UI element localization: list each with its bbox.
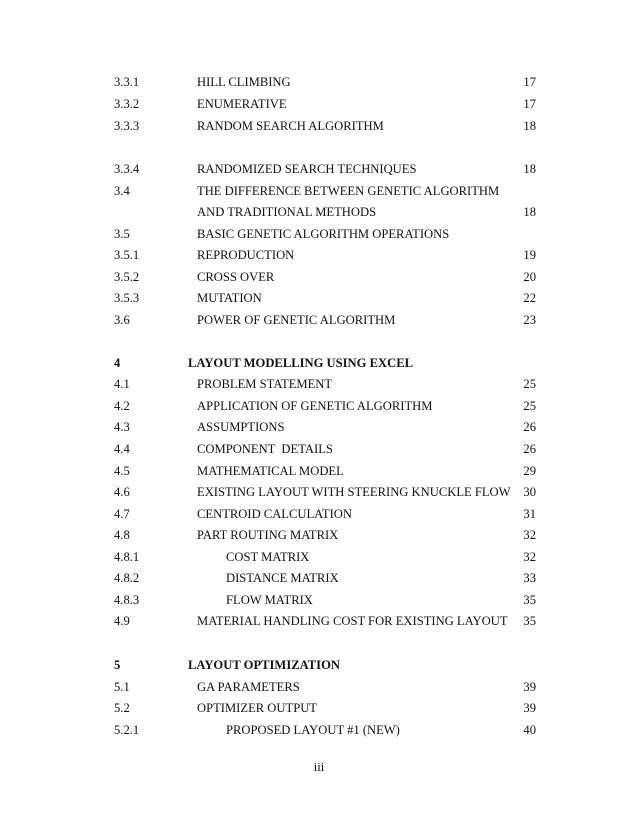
toc-row-5-2-1 xyxy=(0,723,638,741)
toc-row-4-9 xyxy=(0,614,638,632)
page-ref: 25 xyxy=(523,377,536,391)
section-title: MATERIAL HANDLING COST FOR EXISTING LAYOUT xyxy=(197,614,508,628)
page-ref: 25 xyxy=(523,399,536,413)
section-number: 3.3.1 xyxy=(114,75,140,89)
page-ref: 19 xyxy=(523,248,536,262)
section-title: GA PARAMETERS xyxy=(197,680,300,694)
page-ref: 33 xyxy=(523,571,536,585)
page-ref: 22 xyxy=(523,291,536,305)
section-title: COMPONENT DETAILS xyxy=(197,442,333,456)
section-title: RANDOM SEARCH ALGORITHM xyxy=(197,119,384,133)
toc-row-4-5 xyxy=(0,464,638,482)
section-title: AND TRADITIONAL METHODS xyxy=(197,205,377,219)
section-number: 5.2.1 xyxy=(114,723,140,737)
section-number: 5.2 xyxy=(114,701,130,715)
toc-row-4-3 xyxy=(0,420,638,438)
page-ref: 30 xyxy=(523,485,536,499)
section-number: 3.5.3 xyxy=(114,291,140,305)
toc-row-4-4 xyxy=(0,442,638,460)
toc-row-4-6 xyxy=(0,485,638,503)
page-ref: 32 xyxy=(523,528,536,542)
section-title: PART ROUTING MATRIX xyxy=(197,528,339,542)
section-title: REPRODUCTION xyxy=(197,248,295,262)
toc-row-chapter-4 xyxy=(0,356,638,374)
page-number: iii xyxy=(313,760,325,774)
section-title: CROSS OVER xyxy=(197,270,275,284)
section-title: CENTROID CALCULATION xyxy=(197,507,352,521)
page-ref: 32 xyxy=(523,550,536,564)
section-number: 3.3.2 xyxy=(114,97,140,111)
toc-row-4-8-2 xyxy=(0,571,638,589)
section-number: 4.8 xyxy=(114,528,130,542)
toc-row-3-5-2 xyxy=(0,270,638,288)
section-number: 3.3.4 xyxy=(114,162,140,176)
section-number: 4.5 xyxy=(114,464,130,478)
section-title: HILL CLIMBING xyxy=(197,75,291,89)
page-ref: 35 xyxy=(523,593,536,607)
section-number: 3.5 xyxy=(114,227,130,241)
section-number: 5.1 xyxy=(114,680,130,694)
section-title: ENUMERATIVE xyxy=(197,97,287,111)
section-number: 3.5.2 xyxy=(114,270,140,284)
section-number: 4.7 xyxy=(114,507,130,521)
page-ref: 40 xyxy=(523,723,536,737)
page-ref: 20 xyxy=(523,270,536,284)
toc-row-4-1 xyxy=(0,377,638,395)
page-ref: 18 xyxy=(523,119,536,133)
section-number: 4.6 xyxy=(114,485,130,499)
section-number: 4.9 xyxy=(114,614,130,628)
toc-row-3-6 xyxy=(0,313,638,331)
section-number: 3.4 xyxy=(114,184,130,198)
chapter-title: LAYOUT MODELLING USING EXCEL xyxy=(188,356,413,370)
toc-row-3-3-3 xyxy=(0,119,638,137)
section-title: FLOW MATRIX xyxy=(226,593,313,607)
toc-row-3-4-cont xyxy=(0,205,638,223)
section-number: 4.8.3 xyxy=(114,593,140,607)
section-number: 4.2 xyxy=(114,399,130,413)
page-ref: 39 xyxy=(523,701,536,715)
chapter-title: LAYOUT OPTIMIZATION xyxy=(188,658,340,672)
page-ref: 31 xyxy=(523,507,536,521)
chapter-number: 4 xyxy=(114,356,121,370)
page-ref: 26 xyxy=(523,420,536,434)
section-title: COST MATRIX xyxy=(226,550,310,564)
page-ref: 23 xyxy=(523,313,536,327)
toc-row-3-5-3 xyxy=(0,291,638,309)
section-number: 3.6 xyxy=(114,313,130,327)
toc-row-4-7 xyxy=(0,507,638,525)
toc-row-5-2 xyxy=(0,701,638,719)
section-number: 3.3.3 xyxy=(114,119,140,133)
section-title: APPLICATION OF GENETIC ALGORITHM xyxy=(197,399,433,413)
section-number: 4.8.2 xyxy=(114,571,140,585)
toc-row-4-8-1 xyxy=(0,550,638,568)
toc-row-chapter-5 xyxy=(0,658,638,676)
section-title: THE DIFFERENCE BETWEEN GENETIC ALGORITHM xyxy=(197,184,500,198)
page-ref: 18 xyxy=(523,205,536,219)
section-number: 4.4 xyxy=(114,442,130,456)
toc-row-3-4 xyxy=(0,184,638,202)
toc-row-5-1 xyxy=(0,680,638,698)
page-ref: 18 xyxy=(523,162,536,176)
section-title: EXISTING LAYOUT WITH STEERING KNUCKLE FLOW xyxy=(197,485,511,499)
section-title: ASSUMPTIONS xyxy=(197,420,285,434)
page-ref: 35 xyxy=(523,614,536,628)
toc-row-4-8-3 xyxy=(0,593,638,611)
section-title: MATHEMATICAL MODEL xyxy=(197,464,344,478)
page-ref: 17 xyxy=(523,75,536,89)
section-number: 4.8.1 xyxy=(114,550,140,564)
chapter-number: 5 xyxy=(114,658,121,672)
toc-row-4-2 xyxy=(0,399,638,417)
toc-row-3-5 xyxy=(0,227,638,245)
section-number: 4.3 xyxy=(114,420,130,434)
page-ref: 29 xyxy=(523,464,536,478)
section-number: 4.1 xyxy=(114,377,130,391)
toc-row-3-3-2 xyxy=(0,97,638,115)
page-ref: 26 xyxy=(523,442,536,456)
section-title: OPTIMIZER OUTPUT xyxy=(197,701,317,715)
section-title: PROBLEM STATEMENT xyxy=(197,377,333,391)
section-title: PROPOSED LAYOUT #1 (NEW) xyxy=(226,723,400,737)
toc-row-3-3-1 xyxy=(0,75,638,93)
section-title: DISTANCE MATRIX xyxy=(226,571,339,585)
toc-row-4-8 xyxy=(0,528,638,546)
page-ref: 17 xyxy=(523,97,536,111)
page-ref: 39 xyxy=(523,680,536,694)
toc-row-3-5-1 xyxy=(0,248,638,266)
section-title: BASIC GENETIC ALGORITHM OPERATIONS xyxy=(197,227,450,241)
section-number: 3.5.1 xyxy=(114,248,140,262)
section-title: POWER OF GENETIC ALGORITHM xyxy=(197,313,396,327)
toc-row-3-3-4 xyxy=(0,162,638,180)
section-title: RANDOMIZED SEARCH TECHNIQUES xyxy=(197,162,417,176)
section-title: MUTATION xyxy=(197,291,262,305)
